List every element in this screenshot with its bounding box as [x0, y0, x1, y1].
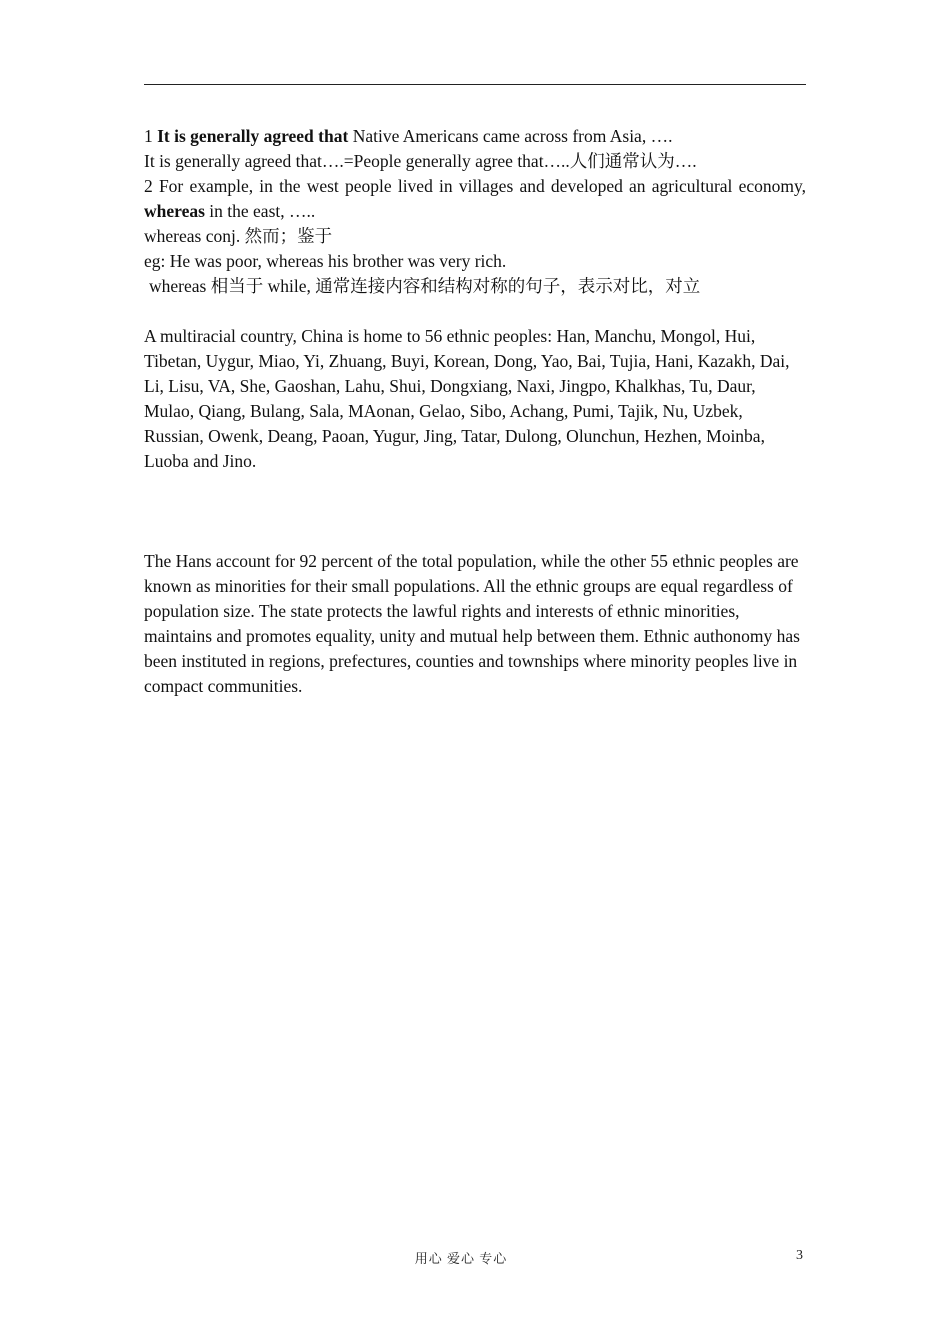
- note-item-2: [144, 174, 806, 224]
- header-rule: [144, 84, 806, 85]
- whereas-example: eg: He was poor, whereas his brother was very rich.: [144, 251, 507, 271]
- page-number: 3: [796, 1248, 803, 1263]
- footer-motto: 用心 爱心 专心: [414, 1251, 508, 1266]
- note-item-2-end: in the east, …..: [204, 201, 316, 221]
- note-item-2-phrase: whereas: [144, 201, 205, 221]
- spacer: [144, 299, 806, 324]
- note-item-1-phrase: It is generally agreed that: [157, 126, 349, 146]
- spacer: [144, 474, 806, 549]
- whereas-usage-note: whereas 相当于 while, 通常连接内容和结构对称的句子，表示对比，对立: [149, 276, 701, 296]
- note-item-1-explanation: It is generally agreed that….=People generally agree that…..人们通常认为….: [144, 151, 697, 171]
- page-content: [144, 124, 806, 699]
- whereas-definition: whereas conj. 然而；鉴于: [144, 226, 333, 246]
- note-item-1-number: 1: [144, 126, 158, 146]
- note-item-1: [144, 124, 806, 149]
- note-item-2-start: 2 For example, in the west people lived in villages and developed an agricultural economy,: [144, 176, 806, 196]
- note-item-1-rest: Native Americans came across from Asia, ….: [348, 126, 673, 146]
- hans-population-paragraph: The Hans account for 92 percent of the total population, while the other 55 ethnic peoples are known as minorities for their small populations. All the ethnic groups are equal regardless of population size. The state protects the lawful rights and interests of ethnic minorities, maintains and promotes equality, unity and mutual help between them. Ethnic authonomy has been instituted in regions, prefectures, counties and townships where minority peoples live in compact communities.: [144, 551, 800, 696]
- ethnic-peoples-paragraph: A multiracial country, China is home to 56 ethnic peoples: Han, Manchu, Mongol, Hui, Tibetan, Uygur, Miao, Yi, Zhuang, Buyi, Korean, Dong, Yao, Bai, Tujia, Hani, Kazakh, Dai, Li, Lisu, VA, She, Gaoshan, Lahu, Shui, Dongxiang, Naxi, Jingpo, Khalkhas, Tu, Daur, Mulao, Qiang, Bulang, Sala, MAonan, Gelao, Sibo, Achang, Pumi, Tajik, Nu, Uzbek, Russian, Owenk, Deang, Paoan, Yugur, Jing, Tatar, Dulong, Olunchun, Hezhen, Moinba, Luoba and Jino.: [144, 326, 790, 471]
